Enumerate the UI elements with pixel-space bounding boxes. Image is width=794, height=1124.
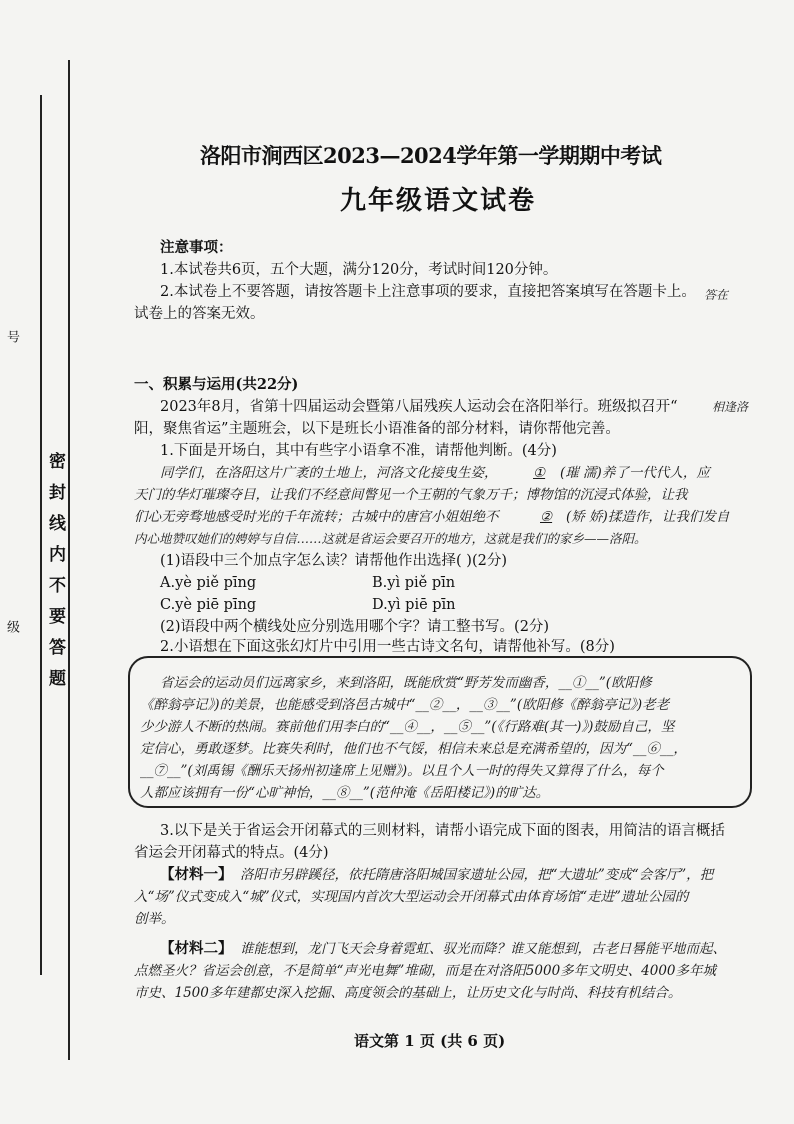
material-2-line: 市史、1500多年建都史深入挖掘、高度领会的基础上，让历史文化与时尚、科技有机结合。 [134,985,682,1001]
question-2: 2.小语想在下面这张幻灯片中引用一些古诗文名句，请帮他补写。(8分) [160,639,615,655]
page-footer: 语文第 1 页 (共 6 页) [354,1032,506,1050]
slide-line: 省运会的运动员们远离家乡，来到洛阳，既能欣赏“野芳发而幽香，__①__”(欧阳修 [160,675,652,691]
notice-item: 试卷上的答案无效。 [134,306,265,322]
option-c: C.yè piē pīng [160,597,257,613]
binding-margin [0,0,65,1124]
handwritten-paragraph-line: 内心地赞叹她们的娉婷与自信……这就是省运会要召开的地方，这就是我们的家乡——洛阳。 [134,531,647,546]
question-1: 1.下面是开场白，其中有些字小语拿不准，请帮他判断。(4分) [160,443,557,459]
question-1-2: (2)语段中两个横线处应分别选用哪个字？请工整书写。(2分) [160,619,550,635]
question-3: 省运会开闭幕式的特点。(4分) [134,845,329,861]
notice-item: 2.本试卷上不要答题，请按答题卡上注意事项的要求，直接把答案填写在答题卡上。 [160,284,696,300]
notice-item: 1.本试卷共6页，五个大题，满分120分，考试时间120分钟。 [160,262,558,278]
slide-line: 《醉翁亭记》)的美景，也能感受到洛邑古城中“__②__，__③__”(欧阳修《醉翁亭记》)老老 [140,697,670,713]
question-3: 3.以下是关于省运会开闭幕式的三则材料，请帮小语完成下面的图表，用简洁的语言概括 [160,823,725,839]
margin-line [68,60,70,1060]
section-intro: 阳，聚焦省运”主题班会，以下是班长小语准备的部分材料，请你帮他完善。 [134,421,620,437]
slide-line: __⑦__”(刘禹锡《酬乐天扬州初逢席上见赠》)。以且个人一时的得失又算得了什么，每个 [140,763,664,779]
material-1-line: 洛阳市另辟蹊径，依托隋唐洛阳城国家遗址公园，把“大遗址”变成“会客厅”，把 [240,867,714,883]
exam-subtitle: 九年级语文试卷 [340,186,537,216]
section-intro-handwriting: 相逢洛 [712,400,749,414]
option-a: A.yè piě pīng [160,575,257,591]
blank-1: ① [533,465,546,481]
section-heading: 一、积累与运用(共22分) [134,376,299,393]
material-1-label: 【材料一】 [160,866,233,883]
option-b: B.yì piě pīn [372,575,456,591]
handwritten-paragraph-line: 们心无旁骛地感受时光的千年流转；古城中的唐宫小姐姐绝不 [134,509,499,525]
slide-line: 人都应该拥有一份“心旷神怡，__⑧__”(范仲淹《岳阳楼记》)的旷达。 [140,785,550,801]
notice-item-handwriting: 答在 [704,288,729,302]
section-intro: 2023年8月，省第十四届运动会暨第八届残疾人运动会在洛阳举行。班级拟召开“ [160,399,678,415]
blank-2-hint: (矫 娇)揉造作，让我们发自 [566,509,730,525]
blank-1-hint: (璀 濡)养了一代代人，应 [560,465,710,481]
blank-2: ② [540,509,553,525]
material-1-line: 创举。 [134,911,175,927]
material-1-line: 入“场”仪式变成入“城”仪式，实现国内首次大型运动会开闭幕式由体育场馆“走进”遗址公园的 [134,889,689,905]
handwritten-paragraph-line: 天门的华灯璀璨夺目，让我们不经意间瞥见一个王朝的气象万千；博物馆的沉浸式体验，让我 [134,487,688,503]
handwritten-paragraph-line: 同学们，在洛阳这片广袤的土地上，河洛文化接曳生姿， [160,465,498,481]
exam-title: 洛阳市涧西区2023—2024学年第一学期期中考试 [200,143,662,168]
slide-line: 定信心，勇敢逐梦。比赛失利时，他们也不气馁，相信未来总是充满希望的，因为“__⑥__， [140,741,687,757]
margin-fragment: 级 [4,620,19,633]
margin-fragment: 号 [4,330,19,343]
material-2-label: 【材料二】 [160,940,233,957]
seal-line-text: 密封线内不要答题 [45,452,65,700]
material-2-line: 谁能想到，龙门飞天会身着霓虹、驭光而降？谁又能想到，古老日晷能平地而起、 [240,941,726,957]
notice-heading: 注意事项： [160,239,233,256]
option-d: D.yì piē pīn [372,597,456,613]
question-1-1: (1)语段中三个加点字怎么读？请帮他作出选择( )(2分) [160,553,507,569]
slide-line: 少少游人不断的热闹。赛前他们用李白的“__④__，__⑤__”(《行路难(其一)》)鼓励自己，坚 [140,719,675,735]
material-2-line: 点燃圣火？省运会创意，不是简单“声光电舞”堆砌，而是在对洛阳5000多年文明史、4000多年城 [134,963,717,979]
